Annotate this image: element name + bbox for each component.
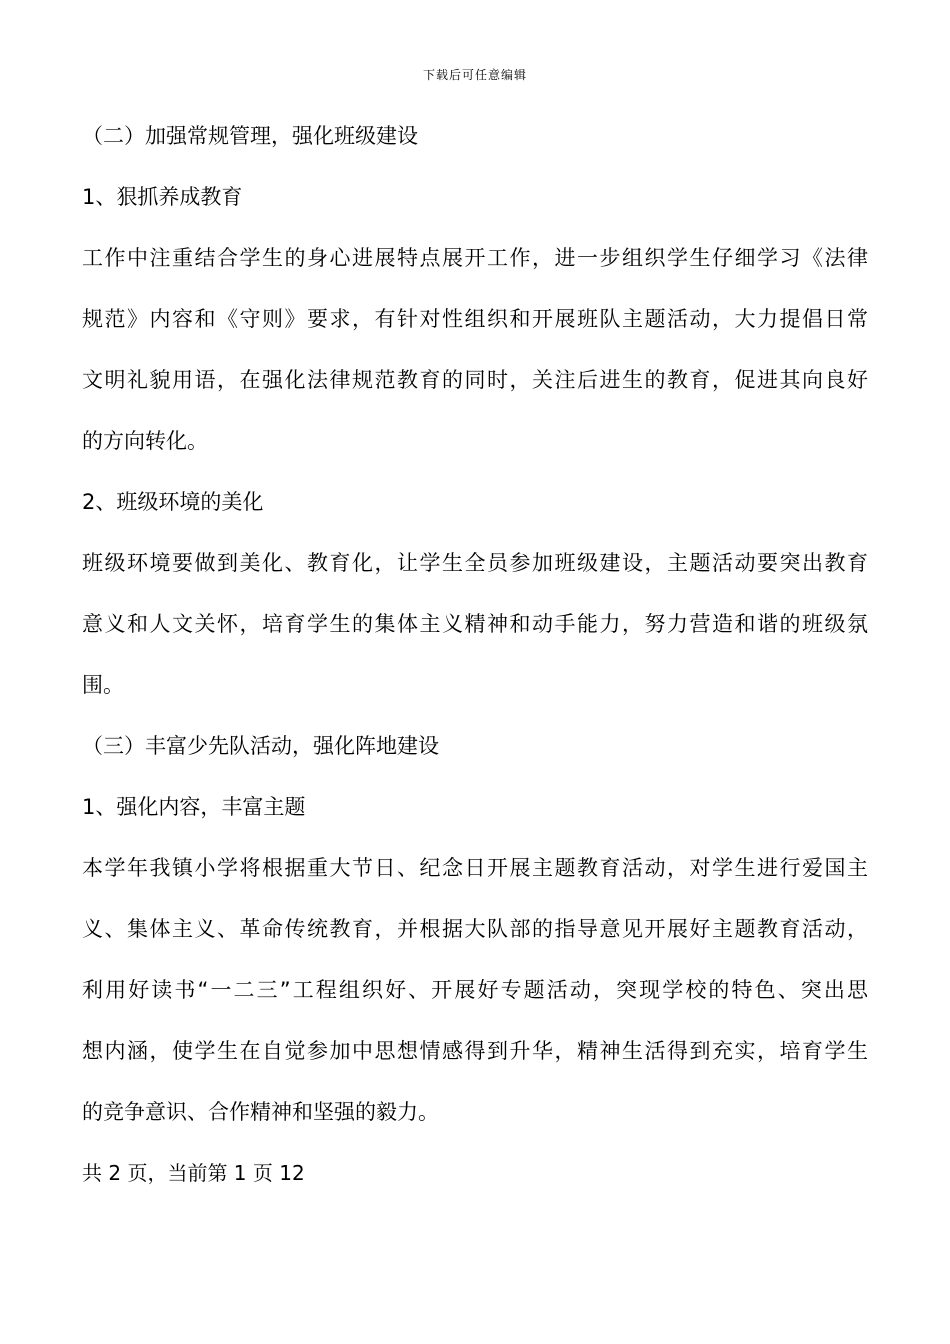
section-heading-3: （三）丰富少先队活动，强化阵地建设 — [82, 734, 439, 758]
paragraph-2-1 — [82, 238, 868, 462]
paragraph-3-1 — [82, 848, 868, 1133]
paragraph-line: 文明礼貌用语，在强化法律规范教育的同时，关注后进生的教育，促进其向良好 — [82, 368, 868, 392]
paragraph-2-2 — [82, 543, 868, 706]
paragraph-line: 意义和人文关怀，培育学生的集体主义精神和动手能力，努力营造和谐的班级氛 — [82, 612, 868, 636]
page-header-note: 下载后可任意编辑 — [422, 68, 527, 82]
paragraph-line: 的竞争意识、合作精神和坚强的毅力。 — [82, 1100, 439, 1124]
paragraph-line: 义、集体主义、革命传统教育，并根据大队部的指导意见开展好主题教育活动， — [82, 917, 868, 941]
paragraph-line: 的方向转化。 — [82, 429, 208, 453]
page-footer-indicator: 共 2 页，当前第 1 页 12 — [82, 1161, 305, 1185]
paragraph-line: 本学年我镇小学将根据重大节日、纪念日开展主题教育活动，对学生进行爱国主 — [82, 856, 868, 880]
paragraph-line: 工作中注重结合学生的身心进展特点展开工作，进一步组织学生仔细学习《法律 — [82, 246, 868, 270]
section-heading-2: （二）加强常规管理，强化班级建设 — [82, 124, 418, 148]
subsection-heading-3-1: 1、强化内容，丰富主题 — [82, 795, 306, 819]
subsection-heading-2-1: 1、狠抓养成教育 — [82, 185, 243, 209]
paragraph-line: 想内涵，使学生在自觉参加中思想情感得到升华，精神生活得到充实，培育学生 — [82, 1039, 868, 1063]
paragraph-line: 利用好读书“一二三”工程组织好、开展好专题活动，突现学校的特色、突出思 — [82, 978, 868, 1002]
paragraph-line: 围。 — [82, 673, 124, 697]
paragraph-line: 规范》内容和《守则》要求，有针对性组织和开展班队主题活动，大力提倡日常 — [82, 307, 868, 331]
document-body — [82, 116, 868, 1194]
subsection-heading-2-2: 2、班级环境的美化 — [82, 490, 264, 514]
paragraph-line: 班级环境要做到美化、教育化，让学生全员参加班级建设，主题活动要突出教育 — [82, 551, 868, 575]
